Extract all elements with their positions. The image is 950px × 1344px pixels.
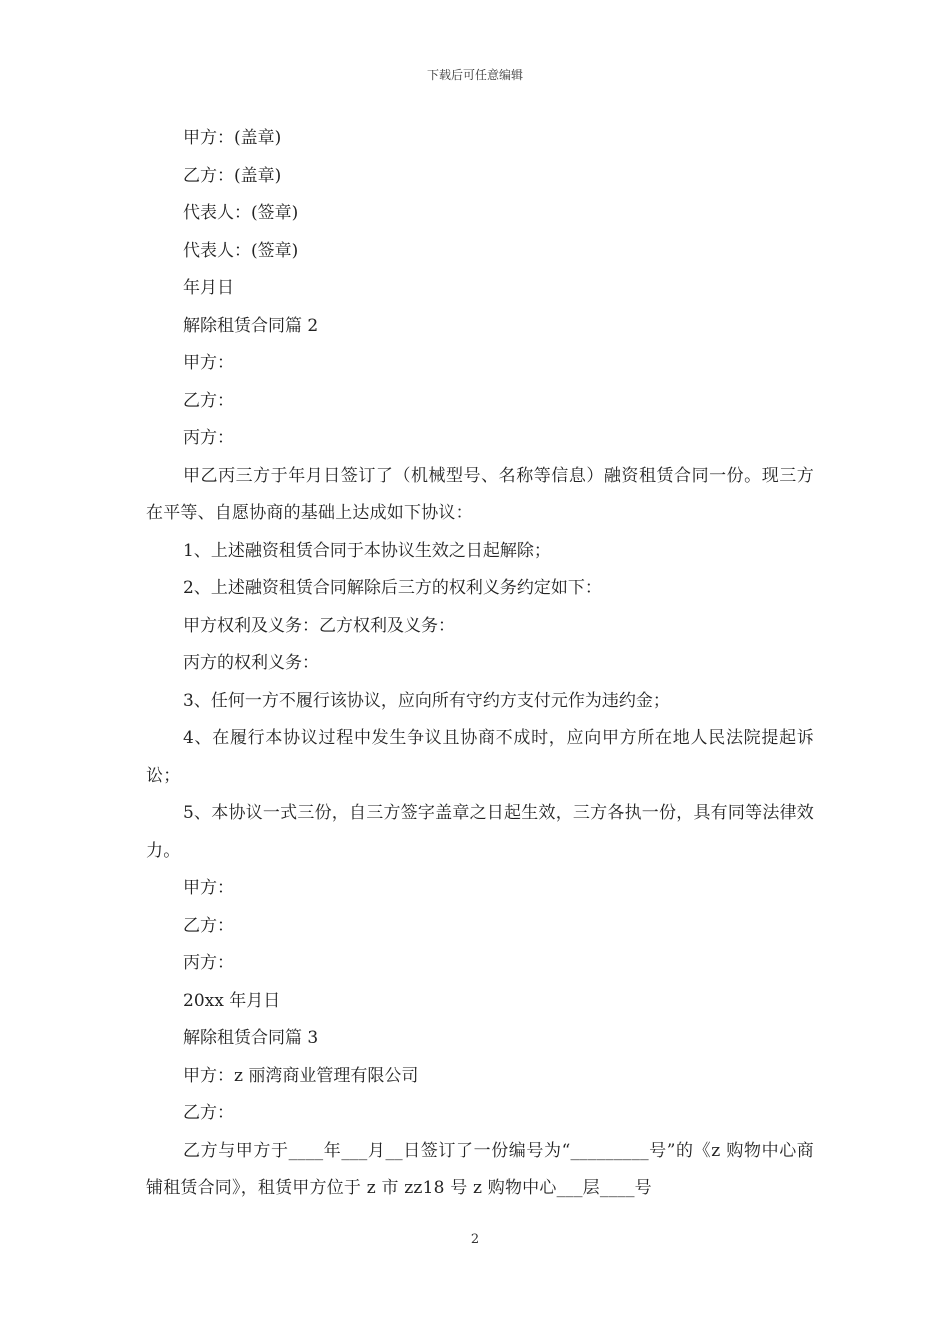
party-a-label: 甲方：	[183, 878, 234, 898]
clause: 5、本协议一式三份，自三方签字盖章之日起生效，三方各执一份，具有同等法律效力。	[146, 803, 814, 861]
section-title: 解除租赁合同篇 3	[183, 1028, 319, 1048]
clause: 1、上述融资租赁合同于本协议生效之日起解除；	[183, 540, 551, 561]
party-a-label: 甲方：z 丽湾商业管理有限公司	[183, 1065, 419, 1086]
representative-signature: 代表人：(签章)	[183, 240, 299, 261]
clause: 3、任何一方不履行该协议，应向所有守约方支付元作为违约金；	[183, 690, 670, 711]
paragraph: 乙方与甲方于____年___月__日签订了一份编号为“_________号”的《z 购物中心商铺租赁合同》，租赁甲方位于 z 市 zz18 号 z 购物中心___层____号	[146, 1140, 814, 1198]
date-line: 20xx 年月日	[183, 990, 281, 1011]
party-c-label: 丙方：	[183, 428, 234, 448]
date-line: 年月日	[183, 278, 234, 298]
clause: 4、在履行本协议过程中发生争议且协商不成时，应向甲方所在地人民法院提起诉讼；	[146, 728, 814, 786]
party-c-label: 丙方：	[183, 953, 234, 973]
clause: 丙方的权利义务：	[183, 653, 319, 673]
party-b-label: 乙方：	[183, 390, 234, 411]
section-title: 解除租赁合同篇 2	[183, 315, 319, 336]
document-body	[146, 120, 826, 1208]
representative-signature: 代表人：(签章)	[183, 203, 299, 223]
party-a-label: 甲方：	[183, 353, 234, 373]
clause: 甲方权利及义务：乙方权利及义务：	[183, 615, 455, 636]
paragraph: 甲乙丙三方于年月日签订了（机械型号、名称等信息）融资租赁合同一份。现三方在平等、自愿协商的基础上达成如下协议：	[146, 465, 814, 523]
party-b-seal: 乙方：(盖章)	[183, 165, 282, 186]
page-number: 2	[470, 1232, 480, 1247]
party-a-seal: 甲方：(盖章)	[183, 128, 282, 148]
clause: 2、上述融资租赁合同解除后三方的权利义务约定如下：	[183, 578, 602, 598]
party-b-label: 乙方：	[183, 915, 234, 936]
party-b-label: 乙方：	[183, 1103, 234, 1123]
page-header: 下载后可任意编辑	[426, 68, 523, 82]
